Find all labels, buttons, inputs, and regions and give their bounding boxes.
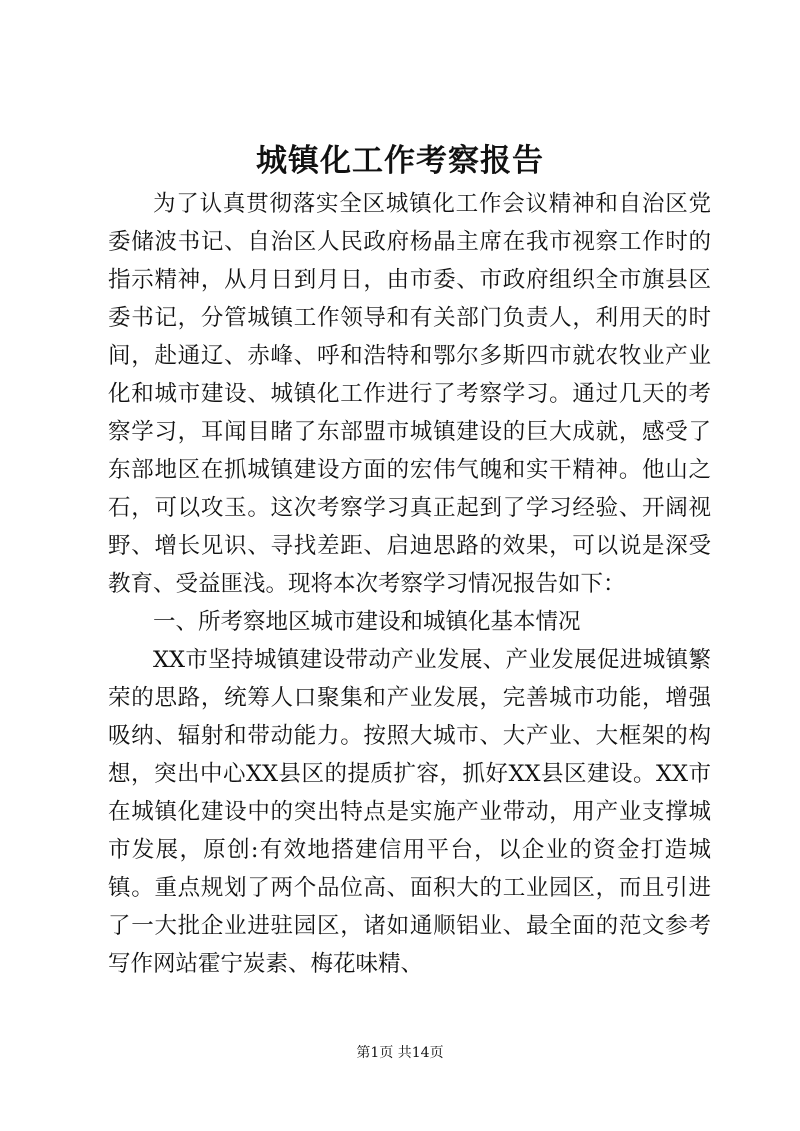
document-body <box>108 185 711 983</box>
section-heading: 一、所考察地区城市建设和城镇化基本情况 <box>153 609 581 635</box>
document-title: 城镇化工作考察报告 <box>256 143 544 179</box>
paragraph-intro: 为了认真贯彻落实全区城镇化工作会议精神和自治区党委储波书记、自治区人民政府杨晶主席在我市视察工作时的指示精神，从月日到月日，由市委、市政府组织全市旗县区委书记，分管城镇工作领导和有关部门负责人，利用天的时间，赴通辽、赤峰、呼和浩特和鄂尔多斯四市就农牧业产业化和城市建设、城镇化工作进行了考察学习。通过几天的考察学习，耳闻目睹了东部盟市城镇建设的巨大成就，感受了东部地区在抓城镇建设方面的宏伟气魄和实干精神。他山之石，可以攻玉。这次考察学习真正起到了学习经验、开阔视野、增长见识、寻找差距、启迪思路的效果，可以说是深受教育、受益匪浅。现将本次考察学习情况报告如下： <box>108 191 711 597</box>
page-footer: 第1页 共14页 <box>356 1045 444 1061</box>
paragraph-city-overview: XX市坚持城镇建设带动产业发展、产业发展促进城镇繁荣的思路，统筹人口聚集和产业发展，完善城市功能，增强吸纳、辐射和带动能力。按照大城市、大产业、大框架的构想，突出中心XX县区的提质扩容，抓好XX县区建设。XX市在城镇化建设中的突出特点是实施产业带动，用产业支撑城市发展，原创:有效地搭建信用平台，以企业的资金打造城镇。重点规划了两个品位高、面积大的工业园区，而且引进了一大批企业进驻园区，诸如通顺铝业、最全面的范文参考写作网站霍宁炭素、梅花味精、 <box>108 647 711 977</box>
